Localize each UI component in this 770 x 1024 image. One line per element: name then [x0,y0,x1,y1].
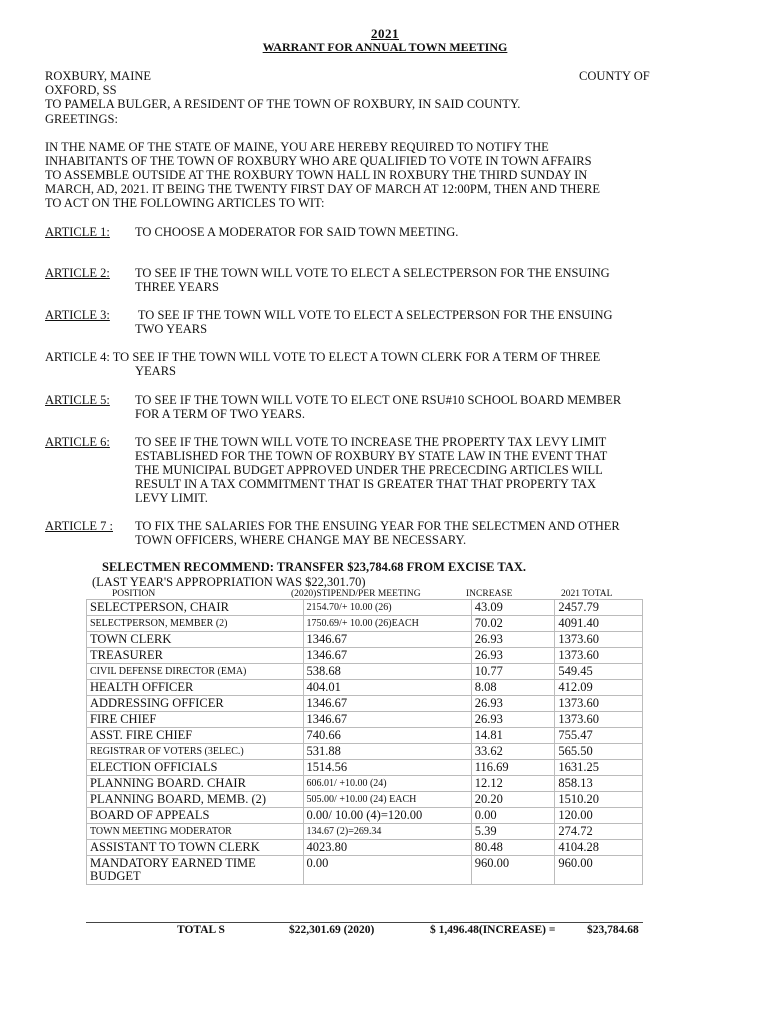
cell-stipend: 538.68 [303,664,471,680]
cell-position: CIVIL DEFENSE DIRECTOR (EMA) [87,664,304,680]
cell-increase: 8.08 [471,680,555,696]
table-row [87,792,643,808]
totals-divider [86,922,643,923]
totals-increase: $ 1,496.48(INCREASE) = [430,924,556,936]
cell-total: 960.00 [555,856,643,885]
cell-total: 412.09 [555,680,643,696]
cell-stipend: 1346.67 [303,712,471,728]
header-increase: INCREASE [466,589,513,599]
article-5-label: ARTICLE 5: [45,393,110,407]
cell-position: REGISTRAR OF VOTERS (3ELEC.) [87,744,304,760]
article-3-label: ARTICLE 3: [45,308,110,322]
cell-total: 1373.60 [555,648,643,664]
article-4-text: ARTICLE 4: TO SEE IF THE TOWN WILL VOTE TO ELECT A TOWN CLERK FOR A TERM OF THREE [45,350,601,364]
article-6-text: TO SEE IF THE TOWN WILL VOTE TO INCREASE THE PROPERTY TAX LEVY LIMIT [135,435,607,449]
cell-position: FIRE CHIEF [87,712,304,728]
cell-stipend: 1346.67 [303,696,471,712]
table-row [87,840,643,856]
header-total: 2021 TOTAL [561,589,613,599]
cell-total: 274.72 [555,824,643,840]
cell-increase: 0.00 [471,808,555,824]
cell-total: 755.47 [555,728,643,744]
cell-increase: 26.93 [471,696,555,712]
cell-stipend: 0.00/ 10.00 (4)=120.00 [303,808,471,824]
table-row [87,744,643,760]
cell-total: 1373.60 [555,696,643,712]
article-5-text: FOR A TERM OF TWO YEARS. [135,407,305,421]
article-6-label: ARTICLE 6: [45,435,110,449]
intro-line: MARCH, AD, 2021. IT BEING THE TWENTY FIRST DAY OF MARCH AT 12:00PM, THEN AND THERE [45,182,601,196]
cell-total: 4104.28 [555,840,643,856]
county-label: COUNTY OF [579,69,650,83]
cell-stipend: 4023.80 [303,840,471,856]
cell-stipend: 1514.56 [303,760,471,776]
article-6-text: THE MUNICIPAL BUDGET APPROVED UNDER THE PRECECDING ARTICLES WILL [135,463,603,477]
intro-line: INHABITANTS OF THE TOWN OF ROXBURY WHO ARE QUALIFIED TO VOTE IN TOWN AFFAIRS [45,154,592,168]
cell-total: 549.45 [555,664,643,680]
article-5-text: TO SEE IF THE TOWN WILL VOTE TO ELECT ONE RSU#10 SCHOOL BOARD MEMBER [135,393,622,407]
article-6-text: LEVY LIMIT. [135,491,208,505]
cell-position: PLANNING BOARD, MEMB. (2) [87,792,304,808]
document-title: WARRANT FOR ANNUAL TOWN MEETING [262,40,508,54]
totals-new: $23,784.68 [587,924,639,936]
cell-position: ELECTION OFFICIALS [87,760,304,776]
article-1-label: ARTICLE 1: [45,225,110,239]
cell-increase: 20.20 [471,792,555,808]
town-name: ROXBURY, MAINE [45,69,152,83]
cell-total: 120.00 [555,808,643,824]
cell-position: ADDRESSING OFFICER [87,696,304,712]
article-7-text: TO FIX THE SALARIES FOR THE ENSUING YEAR FOR THE SELECTMEN AND OTHER [135,519,620,533]
cell-total: 1631.25 [555,760,643,776]
article-4-text: YEARS [135,364,176,378]
table-row [87,856,643,885]
cell-position: MANDATORY EARNED TIME BUDGET [87,856,304,885]
cell-total: 858.13 [555,776,643,792]
intro-line: TO ACT ON THE FOLLOWING ARTICLES TO WIT: [45,196,325,210]
table-row [87,824,643,840]
cell-increase: 26.93 [471,712,555,728]
table-row [87,728,643,744]
cell-increase: 80.48 [471,840,555,856]
cell-total: 2457.79 [555,600,643,616]
totals-label: TOTAL S [177,924,225,936]
cell-increase: 12.12 [471,776,555,792]
cell-total: 1373.60 [555,632,643,648]
cell-total: 1373.60 [555,712,643,728]
cell-position: TOWN CLERK [87,632,304,648]
selectmen-recommendation: SELECTMEN RECOMMEND: TRANSFER $23,784.68 FROM EXCISE TAX. [102,560,526,574]
totals-previous: $22,301.69 (2020) [289,924,375,936]
cell-increase: 33.62 [471,744,555,760]
table-row [87,776,643,792]
cell-stipend: 134.67 (2)=269.34 [303,824,471,840]
table-row [87,696,643,712]
last-year-appropriation: (LAST YEAR'S APPROPRIATION WAS $22,301.70) [92,575,366,589]
cell-stipend: 505.00/ +10.00 (24) EACH [303,792,471,808]
table-row [87,808,643,824]
cell-increase: 43.09 [471,600,555,616]
cell-position: TOWN MEETING MODERATOR [87,824,304,840]
cell-stipend: 740.66 [303,728,471,744]
header-position: POSITION [112,589,156,599]
cell-increase: 5.39 [471,824,555,840]
table-row [87,664,643,680]
cell-stipend: 1750.69/+ 10.00 (26)EACH [303,616,471,632]
intro-line: TO ASSEMBLE OUTSIDE AT THE ROXBURY TOWN HALL IN ROXBURY THE THIRD SUNDAY IN [45,168,588,182]
table-row [87,600,643,616]
table-row [87,760,643,776]
header-stipend: (2020)STIPEND/PER MEETING [291,589,421,599]
article-6-text: RESULT IN A TAX COMMITMENT THAT IS GREATER THAT THAT PROPERTY TAX [135,477,597,491]
cell-total: 1510.20 [555,792,643,808]
cell-position: SELECTPERSON, MEMBER (2) [87,616,304,632]
cell-stipend: 2154.70/+ 10.00 (26) [303,600,471,616]
article-3-text: TO SEE IF THE TOWN WILL VOTE TO ELECT A SELECTPERSON FOR THE ENSUING [135,308,613,322]
table-row [87,632,643,648]
cell-increase: 116.69 [471,760,555,776]
salary-table [86,599,643,885]
article-7-label: ARTICLE 7 : [45,519,113,533]
cell-stipend: 404.01 [303,680,471,696]
cell-increase: 70.02 [471,616,555,632]
article-3-text: TWO YEARS [135,322,208,336]
table-row [87,680,643,696]
cell-total: 4091.40 [555,616,643,632]
county-name: OXFORD, SS [45,83,117,97]
article-2-text: TO SEE IF THE TOWN WILL VOTE TO ELECT A SELECTPERSON FOR THE ENSUING [135,266,610,280]
document-year: 2021 [371,26,399,41]
article-7-text: TOWN OFFICERS, WHERE CHANGE MAY BE NECESSARY. [135,533,467,547]
intro-line: IN THE NAME OF THE STATE OF MAINE, YOU ARE HEREBY REQUIRED TO NOTIFY THE [45,140,549,154]
cell-increase: 10.77 [471,664,555,680]
cell-stipend: 606.01/ +10.00 (24) [303,776,471,792]
cell-position: TREASURER [87,648,304,664]
cell-total: 565.50 [555,744,643,760]
article-2-label: ARTICLE 2: [45,266,110,280]
article-6-text: ESTABLISHED FOR THE TOWN OF ROXBURY BY STATE LAW IN THE EVENT THAT [135,449,608,463]
cell-position: BOARD OF APPEALS [87,808,304,824]
cell-stipend: 1346.67 [303,648,471,664]
cell-stipend: 1346.67 [303,632,471,648]
cell-increase: 960.00 [471,856,555,885]
cell-position: HEALTH OFFICER [87,680,304,696]
table-row [87,616,643,632]
addressee: TO PAMELA BULGER, A RESIDENT OF THE TOWN OF ROXBURY, IN SAID COUNTY. [45,97,521,111]
cell-position: PLANNING BOARD. CHAIR [87,776,304,792]
cell-position: SELECTPERSON, CHAIR [87,600,304,616]
article-1-text: TO CHOOSE A MODERATOR FOR SAID TOWN MEETING. [135,225,459,239]
greetings: GREETINGS: [45,112,118,126]
table-row [87,648,643,664]
cell-position: ASST. FIRE CHIEF [87,728,304,744]
cell-position: ASSISTANT TO TOWN CLERK [87,840,304,856]
cell-stipend: 531.88 [303,744,471,760]
cell-increase: 26.93 [471,632,555,648]
cell-stipend: 0.00 [303,856,471,885]
table-row [87,712,643,728]
cell-increase: 14.81 [471,728,555,744]
article-2-text: THREE YEARS [135,280,219,294]
cell-increase: 26.93 [471,648,555,664]
